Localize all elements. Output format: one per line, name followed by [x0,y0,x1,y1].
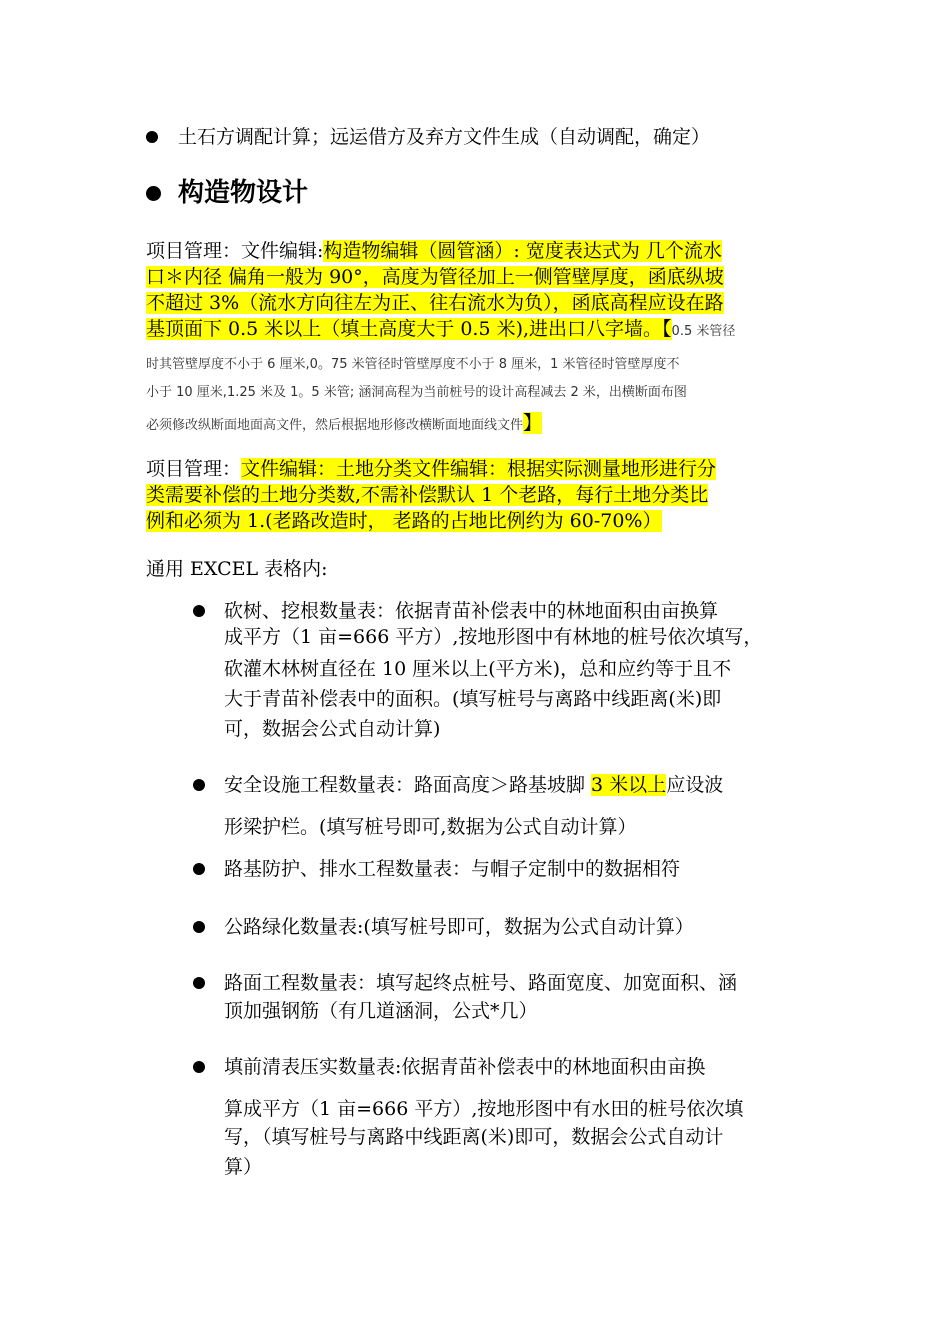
para1-close-bracket: 】 [523,412,543,434]
list-item-1-line-1: 砍树、挖根数量表：依据青苗补偿表中的林地面积由亩换算 [224,600,719,622]
para2-highlight-3: 例和必须为 1.(老路改造时， 老路的占地比例约为 60-70%） [146,510,662,532]
bullet-dot [146,131,158,143]
list-bullet [193,605,205,617]
list-item-6-line-2: 算成平方（1 亩=666 平方）,按地形图中有水田的桩号依次填 [224,1098,744,1120]
heading-bullet [146,186,161,201]
para2-line2 [146,482,708,508]
list-item-5-line-2: 顶加强钢筋（有几道涵洞，公式*几） [224,1000,538,1022]
para1-small-3: 小于 10 厘米,1.25 米及 1。5 米管; 涵洞高程为当前桩号的设计高程减去 2 米，出横断面布图 [146,385,687,400]
para1-prefix: 项目管理：文件编辑: [146,240,324,262]
list-item-6-line-4: 算） [224,1156,263,1178]
list-bullet [193,977,205,989]
para1-highlight-3: 不超过 3%（流水方向往左为正、往右流水为负），函底高程应设在路 [146,292,724,314]
para1-line1 [146,238,722,264]
list-item-2-post: 应设波 [666,774,724,796]
list-item-1-line-5: 可，数据会公式自动计算) [224,718,441,740]
para1-highlight-2: 口＊内径 偏角一般为 90°，高度为管径加上一侧管壁厚度，函底纵坡 [146,266,724,288]
list-item-6-line-3: 写，（填写桩号与离路中线距离(米)即可，数据会公式自动计 [224,1126,724,1148]
para1-line2 [146,264,724,290]
para2-prefix: 项目管理： [146,458,242,480]
list-item-2-line-2: 形梁护栏。(填写桩号即可,数据为公式自动计算） [224,816,637,838]
list-item-1-line-4: 大于青苗补偿表中的面积。(填写桩号与离路中线距离(米)即 [224,688,722,710]
list-bullet [193,1061,205,1073]
list-bullet [193,779,205,791]
para2-line3 [146,508,662,534]
list-item-1-line-2: 成平方（1 亩=666 平方）,按地形图中有林地的桩号依次填写， [224,626,763,648]
section-heading: 构造物设计 [178,178,309,208]
list-item-6-line-1: 填前清表压实数量表:依据青苗补偿表中的林地面积由亩换 [224,1056,706,1078]
list-item-2-pre: 安全设施工程数量表：路面高度＞路基坡脚 [224,774,592,796]
para1-line3 [146,290,724,316]
para1-line4 [146,316,735,345]
para2-line1 [146,456,716,482]
para1-highlight-4: 基顶面下 0.5 米以上（填土高度大于 0.5 米),进出口八字墙。【 [146,318,672,340]
para1-small-2: 时其管壁厚度不小于 6 厘米,0。75 米管径时管壁厚度不小于 8 厘米，1 米管径时管壁厚度不 [146,357,680,372]
excel-intro: 通用 EXCEL 表格内: [146,558,328,580]
list-item-2-highlight: 3 米以上 [591,774,667,796]
para2-highlight-1: 文件编辑：土地分类文件编辑：根据实际测量地形进行分 [241,458,717,480]
para1-small-1: 0.5 米管径 [671,324,736,339]
list-bullet [193,921,205,933]
list-item-2-line-1 [224,772,723,798]
para2-highlight-2: 类需要补偿的土地分类数,不需补偿默认 1 个老路，每行土地分类比 [146,484,709,506]
para1-highlight-1: 构造物编辑（圆管涵）: 宽度表达式为 几个流水 [323,240,722,262]
para1-line-last [146,410,542,439]
list-item-5-line-1: 路面工程数量表：填写起终点桩号、路面宽度、加宽面积、涵 [224,972,738,994]
bullet-text: 土石方调配计算；远运借方及弃方文件生成（自动调配，确定） [178,126,711,148]
list-item-3-line-1: 路基防护、排水工程数量表：与帽子定制中的数据相符 [224,858,681,880]
list-item-1-line-3: 砍灌木林树直径在 10 厘米以上(平方米)，总和应约等于且不 [224,658,732,680]
para1-small-4: 必须修改纵断面地面高文件，然后根据地形修改横断面地面线文件 [146,418,524,433]
list-item-4-line-1: 公路绿化数量表:(填写桩号即可，数据为公式自动计算） [224,916,694,938]
list-bullet [193,863,205,875]
